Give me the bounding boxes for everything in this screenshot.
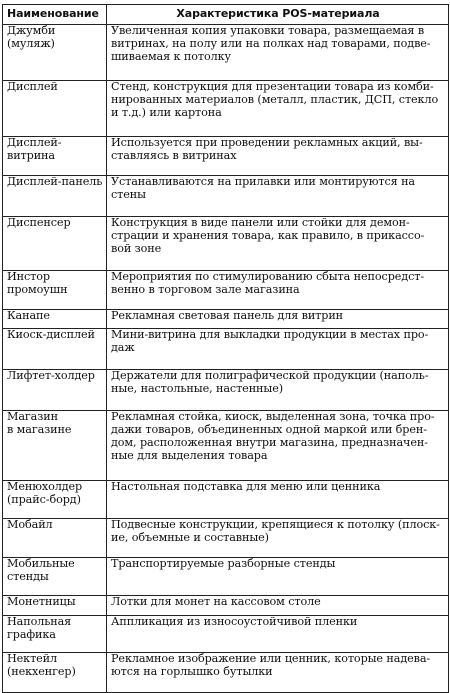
table-row bbox=[3, 310, 449, 329]
table-header bbox=[3, 5, 449, 25]
description-cell: Рекламное изображение или ценник, которые надева- ются на горлышко бутылки bbox=[107, 653, 449, 693]
table-body bbox=[3, 25, 449, 693]
table-row bbox=[3, 558, 449, 596]
table-row bbox=[3, 176, 449, 217]
description-cell: Транспортируемые разборные стенды bbox=[107, 558, 449, 596]
pos-materials-table bbox=[2, 4, 449, 693]
term-cell: Канапе bbox=[3, 310, 107, 329]
table-row bbox=[3, 653, 449, 693]
term-cell: Мобильные стенды bbox=[3, 558, 107, 596]
table-row bbox=[3, 81, 449, 137]
header-characteristics: Характеристика POS-материала bbox=[107, 5, 449, 25]
table-row bbox=[3, 411, 449, 481]
description-cell: Конструкция в виде панели или стойки для демон- страции и хранения товара, как правило, в прикассо- вой зоне bbox=[107, 217, 449, 271]
term-cell: Менюхолдер (прайс-борд) bbox=[3, 481, 107, 519]
table-row bbox=[3, 25, 449, 81]
table-row bbox=[3, 137, 449, 176]
description-cell: Мини-витрина для выкладки продукции в местах про- даж bbox=[107, 329, 449, 370]
term-cell: Инстор промоушн bbox=[3, 271, 107, 310]
term-cell: Лифтет-холдер bbox=[3, 370, 107, 411]
description-cell: Используется при проведении рекламных акций, вы- ставляясь в витринах bbox=[107, 137, 449, 176]
term-cell: Джумби (муляж) bbox=[3, 25, 107, 81]
description-cell: Устанавливаются на прилавки или монтируются на стены bbox=[107, 176, 449, 217]
term-cell: Диспенсер bbox=[3, 217, 107, 271]
table-row bbox=[3, 271, 449, 310]
table-row bbox=[3, 370, 449, 411]
term-cell: Магазин в магазине bbox=[3, 411, 107, 481]
description-cell: Держатели для полиграфической продукции (наполь- ные, настольные, настенные) bbox=[107, 370, 449, 411]
description-cell: Увеличенная копия упаковки товара, размещаемая в витринах, на полу или на полках над товарами, подве- шиваемая к потолку bbox=[107, 25, 449, 81]
term-cell: Монетницы bbox=[3, 596, 107, 616]
description-cell: Рекламная световая панель для витрин bbox=[107, 310, 449, 329]
term-cell: Нектейл (некхенгер) bbox=[3, 653, 107, 693]
term-cell: Дисплей bbox=[3, 81, 107, 137]
table-row bbox=[3, 596, 449, 616]
term-cell: Дисплей- витрина bbox=[3, 137, 107, 176]
description-cell: Аппликация из износоустойчивой пленки bbox=[107, 616, 449, 653]
table-row bbox=[3, 616, 449, 653]
term-cell: Киоск-дисплей bbox=[3, 329, 107, 370]
description-cell: Мероприятия по стимулированию сбыта непосредст- венно в торговом зале магазина bbox=[107, 271, 449, 310]
description-cell: Стенд, конструкция для презентации товара из комби- нированных материалов (металл, пластик, ДСП, стекло и т.д.) или картона bbox=[107, 81, 449, 137]
description-cell: Лотки для монет на кассовом столе bbox=[107, 596, 449, 616]
header-name: Наименование bbox=[3, 5, 107, 25]
term-cell: Мобайл bbox=[3, 519, 107, 558]
description-cell: Рекламная стойка, киоск, выделенная зона, точка про- дажи товаров, объединенных одной маркой или брен- дом, расположенная внутри магазина, предназначен- ные для выделения товара bbox=[107, 411, 449, 481]
description-cell: Настольная подставка для меню или ценника bbox=[107, 481, 449, 519]
description-cell: Подвесные конструкции, крепящиеся к потолку (плоск- ие, объемные и составные) bbox=[107, 519, 449, 558]
term-cell: Дисплей-панель bbox=[3, 176, 107, 217]
table-row bbox=[3, 481, 449, 519]
table-row bbox=[3, 217, 449, 271]
table-row bbox=[3, 519, 449, 558]
header-row bbox=[3, 5, 449, 25]
table-row bbox=[3, 329, 449, 370]
term-cell: Напольная графика bbox=[3, 616, 107, 653]
